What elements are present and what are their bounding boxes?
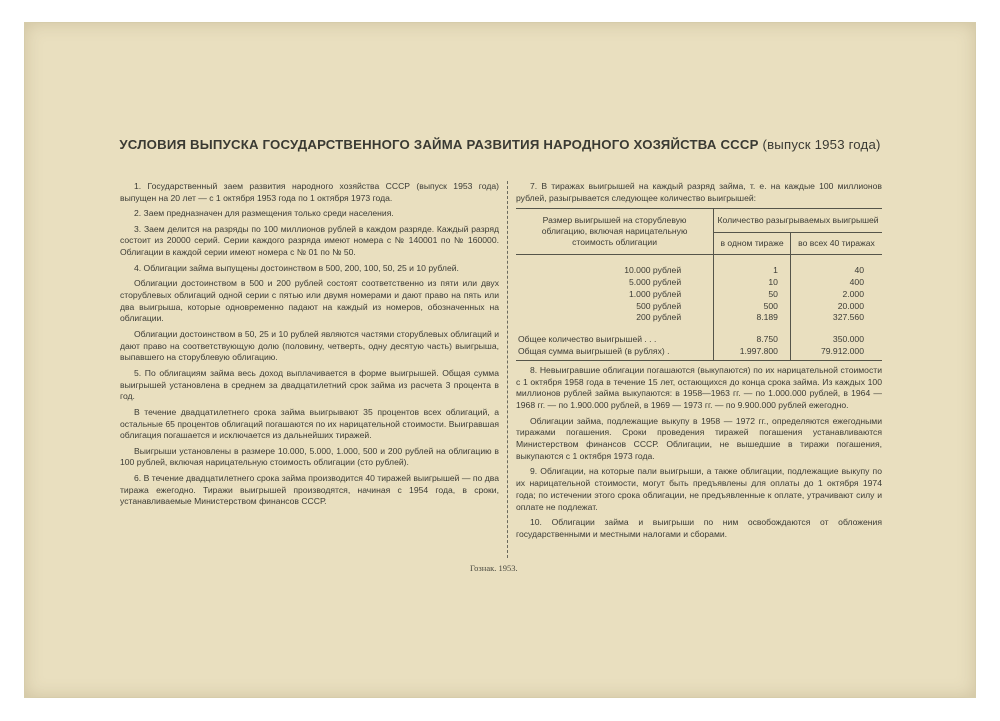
clause-5: 5. По облигациям займа весь доход выплачивается в форме выигрышей. Общая сумма выигрышей установлена в среднем за двадцатилетний срок займа из расчета 3 процента в год. — [120, 367, 499, 402]
table-row: 5.000 рублей 10 400 — [516, 277, 882, 289]
table-header-all-draws: во всех 40 тиражах — [790, 233, 882, 255]
winnings-table — [516, 208, 882, 361]
table-total-count-row: Общее количество выигрышей . . . 8.750 350.000 — [518, 334, 864, 345]
clause-4: 4. Облигации займа выпущены достоинством в 500, 200, 100, 50, 25 и 10 рублей. — [134, 262, 459, 273]
table-row: 200 рублей 8.189 327.560 — [516, 312, 882, 324]
clause-4-par-3: Облигации достоинством в 50, 25 и 10 рублей являются частями сторублевых облигаций и дают право на соответствующую долю (половину, четверть, одну десятую часть) выигрыша, выпавшего на сторублевую облигацию. — [120, 328, 499, 363]
clause-9: 9. Облигации, на которые пали выигрыши, а также облигации, подлежащие выкупу по их нарицательной стоимости, могут быть предъявлены для оплаты до 1 октября 1974 года; по истечении этого срока облигации, не предъявленные к оплате, утрачивают силу и оплате не подлежат. — [516, 466, 882, 512]
clause-2: 2. Заем предназначен для размещения только среди населения. — [134, 208, 394, 219]
clause-5-par-2: В течение двадцатилетнего срока займа выигрывают 35 процентов всех облигаций, а остальные 65 процентов облигаций погашаются по их нарицательной стоимости. Выигравшая облигация погашается и исключается из дальнейших тиражей. — [120, 406, 499, 441]
right-column — [516, 181, 882, 544]
printer-imprint: Гознак. 1953. — [470, 563, 518, 573]
clause-10: 10. Облигации займа и выигрыши по ним освобождаются от обложения государственными и местными налогами и сборами. — [516, 517, 882, 539]
clause-8: 8. Невыигравшие облигации погашаются (выкупаются) по их нарицательной стоимости с 1 октября 1958 года в течение 15 лет, остающихся до конца срока займа. Из каждых 100 миллионов рублей займа выкупаются: в 1958—1963 гг. — по 1.000.000 рублей, в 1964 — 1968 гг. — по 1.900.000 рублей, в 1969 — 1973 гг. — по 9.900.000 рублей ежегодно. — [516, 364, 882, 411]
left-column — [120, 181, 499, 512]
document-title — [0, 137, 1000, 152]
column-divider — [507, 181, 508, 558]
table-header-size: Размер выигрышей на сторублевую облигацию, включая нарицательную стоимость облигации — [516, 209, 714, 255]
clause-5-par-3: Выигрыши установлены в размере 10.000, 5.000, 1.000, 500 и 200 рублей на облигацию в 100 рублей, включая нарицательную стоимость облигации (сто рублей). — [120, 445, 499, 468]
title-main: УСЛОВИЯ ВЫПУСКА ГОСУДАРСТВЕННОГО ЗАЙМА РАЗВИТИЯ НАРОДНОГО ХОЗЯЙСТВА СССР — [119, 137, 759, 152]
clause-4-par-2: Облигации достоинством в 500 и 200 рублей состоят соответственно из пяти или двух сторублевых облигаций одной серии с пятью или двумя номерами и дают право на пять или два выигрыша, которые одновременно падают на каждый из номеров, обозначенных на облигации. — [120, 277, 499, 324]
table-header-one-draw: в одном тираже — [714, 233, 791, 255]
table-row: 1.000 рублей 50 2.000 — [516, 289, 882, 301]
clause-8-par-2: Облигации займа, подлежащие выкупу в 1958 — 1972 гг., определяются ежегодными тиражами погашения. Сроки проведения тиражей погашения устанавливаются Министерством финансов СССР. Облигации, не вышедшие в тиражи погашения, выкупаются с 1 октября 1973 года. — [516, 415, 882, 461]
table-row: 10.000 рублей 1 40 — [516, 265, 882, 277]
table-total-sum-row: Общая сумма выигрышей (в рублях) . 1.997.800 79.912.000 — [516, 346, 882, 360]
clause-3: 3. Заем делится на разряды по 100 миллионов рублей в каждом разряде. Каждый разряд состоит из 20000 серий. Серии каждого разряда имеют номера с № 140001 по № 160000. Облигации в каждой серии имеют номера с № 01 по № 50. — [120, 223, 499, 258]
table-header-count: Количество разыгрываемых выигрышей — [714, 209, 882, 233]
clause-1: 1. Государственный заем развития народного хозяйства СССР (выпуск 1953 года) выпущен на 20 лет — с 1 октября 1953 года по 1 октября 1973 года. — [120, 181, 499, 203]
table-row: 500 рублей 500 20.000 — [516, 301, 882, 313]
clause-7: 7. В тиражах выигрышей на каждый разряд займа, т. е. на каждые 100 миллионов рублей, разыгрывается следующее количество выигрышей: — [516, 181, 882, 203]
title-issue-year: (выпуск 1953 года) — [762, 137, 881, 152]
clause-6: 6. В течение двадцатилетнего срока займа производится 40 тиражей выигрышей — по два тиража ежегодно. Тиражи выигрышей производятся, начиная с 1954 года, в сроки, устанавливаемые Министерством финансов СССР. — [120, 472, 499, 507]
